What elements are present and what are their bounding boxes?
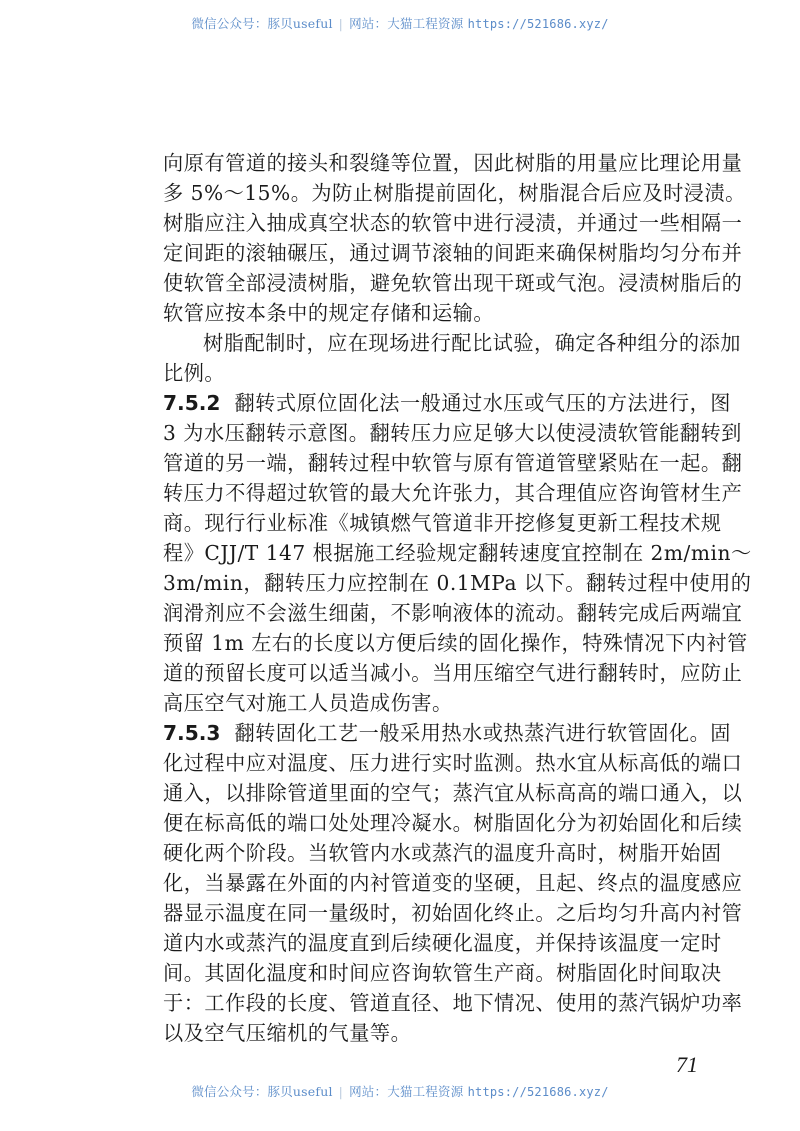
section-number: 7.5.3 — [163, 721, 221, 745]
text-line: 向原有管道的接头和裂缝等位置，因此树脂的用量应比理论用量 — [163, 151, 743, 175]
text-line: 3 为水压翻转示意图。翻转压力应足够大以使浸渍软管能翻转到 — [163, 421, 742, 445]
section-number: 7.5.2 — [163, 391, 221, 415]
section-7-5-3 — [163, 718, 743, 1048]
text-line: 通入，以排除管道里面的空气；蒸汽宜从标高高的端口通入，以 — [163, 781, 743, 805]
text-line: 硬化两个阶段。当软管内水或蒸汽的温度升高时，树脂开始固 — [163, 841, 722, 865]
text-line: 树脂应注入抽成真空状态的软管中进行浸渍，并通过一些相隔一 — [163, 211, 743, 235]
text-line: 多 5%～15%。为防止树脂提前固化，树脂混合后应及时浸渍。 — [163, 181, 746, 205]
page-number: 71 — [676, 1052, 698, 1077]
paragraph-resin-mixing — [163, 328, 741, 388]
text-line: 润滑剂应不会滋生细菌，不影响液体的流动。翻转完成后两端宜 — [163, 601, 743, 625]
text-span: 翻转式原位固化法一般通过水压或气压的方法进行，图 — [234, 391, 731, 415]
text-line: 3m/min，翻转压力应控制在 0.1MPa 以下。翻转过程中使用的 — [163, 571, 752, 595]
section-7-5-2 — [163, 388, 752, 718]
text-line: 道内水或蒸汽的温度直到后续硬化温度，并保持该温度一定时 — [163, 931, 722, 955]
text-line: 以及空气压缩机的气量等。 — [163, 1021, 412, 1045]
watermark-separator: | — [338, 16, 344, 31]
text-line: 于：工作段的长度、管道直径、地下情况、使用的蒸汽锅炉功率 — [163, 991, 743, 1015]
text-line: 便在标高低的端口处处理冷凝水。树脂固化分为初始固化和后续 — [163, 811, 743, 835]
text-line: 转压力不得超过软管的最大允许张力，其合理值应咨询管材生产 — [163, 481, 743, 505]
text-line: 树脂配制时，应在现场进行配比试验，确定各种组分的添加 — [203, 331, 741, 355]
watermark-footer — [0, 1082, 800, 1100]
page-body — [163, 148, 752, 1048]
watermark-site: 网站：大猫工程资源 — [349, 1084, 464, 1099]
section-first-line — [163, 718, 731, 748]
text-line: 器显示温度在同一量级时，初始固化终止。之后均匀升高内衬管 — [163, 901, 743, 925]
watermark-wechat: 微信公众号：豚贝useful — [191, 16, 333, 31]
text-line: 使软管全部浸渍树脂，避免软管出现干斑或气泡。浸渍树脂后的 — [163, 271, 743, 295]
text-line: 化过程中应对温度、压力进行实时监测。热水宜从标高低的端口 — [163, 751, 743, 775]
text-line: 间。其固化温度和时间应咨询软管生产商。树脂固化时间取决 — [163, 961, 722, 985]
watermark-wechat: 微信公众号：豚贝useful — [191, 1084, 333, 1099]
watermark-url: https://521686.xyz/ — [467, 17, 609, 31]
watermark-site: 网站：大猫工程资源 — [349, 16, 464, 31]
watermark-separator: | — [338, 1084, 344, 1099]
text-line: 比例。 — [163, 361, 226, 385]
text-line: 定间距的滚轴碾压，通过调节滚轴的间距来确保树脂均匀分布并 — [163, 241, 743, 265]
text-line: 化，当暴露在外面的内衬管道变的坚硬，且起、终点的温度感应 — [163, 871, 743, 895]
text-line: 预留 1m 左右的长度以方便后续的固化操作，特殊情况下内衬管 — [163, 631, 748, 655]
text-line: 高压空气对施工人员造成伤害。 — [163, 691, 453, 715]
text-span: 翻转固化工艺一般采用热水或热蒸汽进行软管固化。固 — [234, 721, 731, 745]
paragraph-resin-usage — [163, 148, 746, 328]
text-line: 商。现行行业标准《城镇燃气管道非开挖修复更新工程技术规 — [163, 511, 722, 535]
text-line: 软管应按本条中的规定存储和运输。 — [163, 301, 495, 325]
watermark-header — [0, 14, 800, 32]
text-line: 程》CJJ/T 147 根据施工经验规定翻转速度宜控制在 2m/min～ — [163, 541, 752, 565]
text-line: 道的预留长度可以适当减小。当用压缩空气进行翻转时，应防止 — [163, 661, 743, 685]
watermark-url: https://521686.xyz/ — [467, 1085, 609, 1099]
section-first-line — [163, 388, 731, 418]
text-line: 管道的另一端，翻转过程中软管与原有管道管壁紧贴在一起。翻 — [163, 451, 743, 475]
